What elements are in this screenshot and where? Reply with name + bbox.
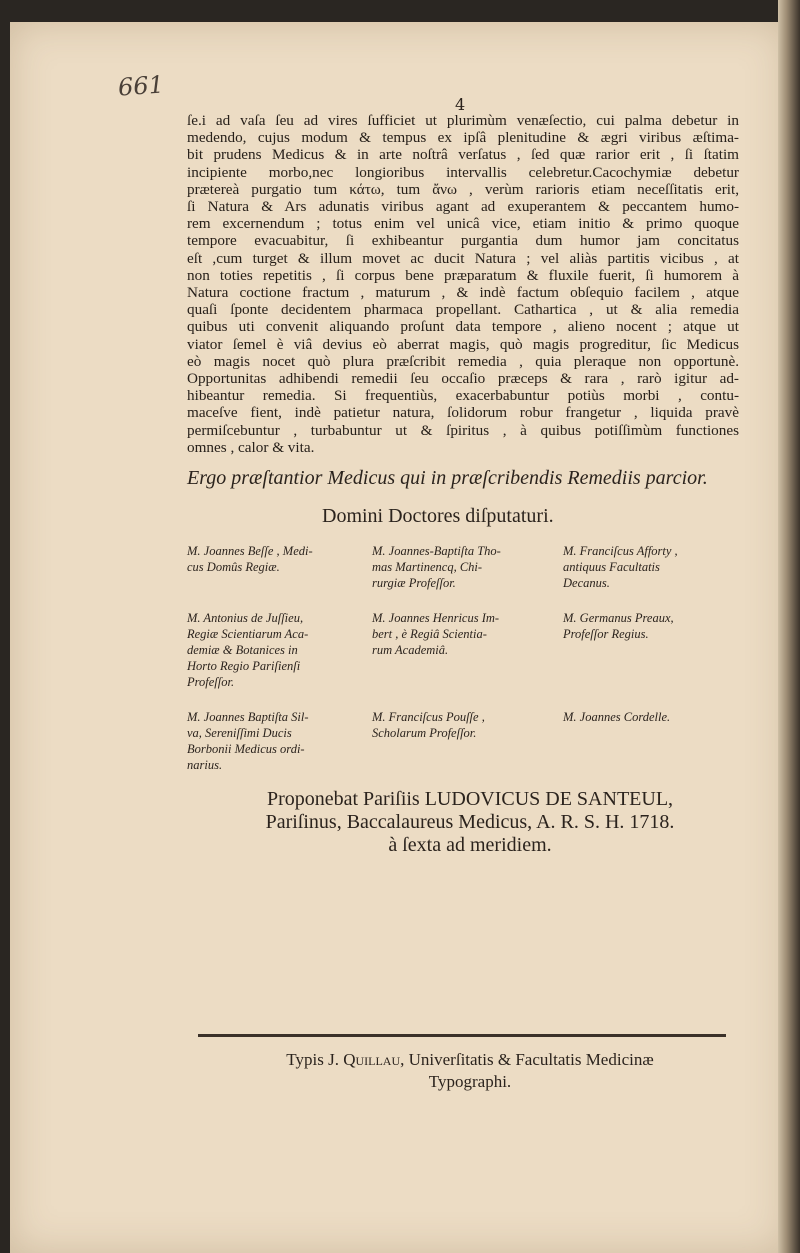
body-line: omnes , calor & vita. [187,438,315,456]
proponebat-line-2: Pariſinus, Baccalaureus Medicus, A. R. S. H. 1718. [265,811,675,833]
body-line: bit prudens Medicus & in arte noſtrâ verſatus , ſed quæ rarior erit , ſi ſtatim [187,146,739,164]
doctor-entry [563,543,678,591]
doctor-line: M. Joannes-Baptiſta Tho- [372,544,501,558]
body-line: quibus uti convenit aliquando proſunt data tempore , alieno nocent ; atque ut [187,318,739,336]
doctor-line: M. Franciſcus Pouſſe , [372,710,485,724]
body-line: ſe.i ad vaſa ſeu ad vires ſufficiet ut plurimùm venæſectio, cui palma debetur in [187,112,739,129]
doctor-line: M. Joannes Cordelle. [563,710,671,724]
proponebat-line-1 [190,788,750,811]
horizontal-rule [198,1034,726,1037]
doctor-entry [563,610,674,642]
body-line: permiſcebuntur , turbabuntur ut & ſpiritus , à quibus potiſſimùm functiones [187,421,739,439]
body-line: eſt ,cum turget & illum movet ac ducit Natura ; vel aliàs partitis vicibus , at [187,249,739,267]
body-line: tempore evacuabitur, ſi exhibeantur purgantia dum humor jam concitatus [187,232,739,250]
doctor-line: Decanus. [563,576,610,590]
doctor-entry [372,543,501,591]
body-line: maceſve fient, indè patietur natura, ſolidorum robur frangetur , liquida pravè [187,404,739,422]
doctor-line: M. Joannes Baptiſta Sil- [187,710,309,724]
body-line: prætereà purgatio tum κάτω, tum ἄνω , verùm rarioris etiam neceſſitatis erit, [187,180,739,198]
doctor-entry [187,709,309,773]
body-line: quaſi ſponte decidentem pharmaca propellant. Cathartica , ut & alia remedia [187,301,739,319]
doctor-line: Profeſſor. [187,675,235,689]
body-line: incipiente morbo,nec longioribus intervallis celebretur.Cacochymiæ debetur [187,163,739,181]
doctor-line: mas Martinencq, Chi- [372,560,483,574]
page-number: 4 [455,95,466,114]
body-paragraph [187,112,739,456]
body-line: ſi Natura & Ars adunatis viribus agant ad exuperantem & peccantem humo- [187,198,739,216]
handwritten-folio-mark: 661 [117,70,165,102]
doctor-line: cus Domûs Regiæ. [187,560,280,574]
printer-prefix: Typis J. [286,1050,344,1069]
body-line: eò magis nocet quò plura præſcribit remedia , quia pleraque non opportunè. [187,352,739,370]
doctor-line: Borbonii Medicus ordi- [187,742,305,756]
doctor-line: Scholarum Profeſſor. [372,726,477,740]
page-edge [778,0,800,1253]
doctor-line: va, Sereniſſimi Ducis [187,726,292,740]
printer-imprint [210,1049,730,1093]
printer-line-1 [210,1049,730,1071]
doctor-line: M. Joannes Henricus Im- [372,611,500,625]
doctor-line: Horto Regio Pariſienſi [187,659,301,673]
doctor-line: M. Joannes Beſſe , Medi- [187,544,313,558]
doctor-entry [563,709,670,725]
doctor-entry [372,610,499,658]
doctor-entry [187,543,313,575]
printer-suffix: , Univerſitatis & Facultatis Medicinæ [400,1050,654,1069]
doctor-line: rurgiæ Profeſſor. [372,576,456,590]
doctor-line: rum Academiâ. [372,643,449,657]
doctor-line: M. Antonius de Juſſieu, [187,611,304,625]
doctor-entry [372,709,485,741]
doctor-line: M. Franciſcus Afforty , [563,544,678,558]
body-line: Opportunitas adhibendi remedii ſeu occaſio præceps & rara , rarò igitur ad- [187,370,739,388]
body-line: Natura coctione fractum , maturum , & indè factum obſequio facilem , atque [187,284,739,302]
proponebat-prefix: Proponebat Pariſiis [266,788,425,810]
printer-name: Quillau [343,1050,401,1069]
doctor-line: bert , è Regiâ Scientia- [372,627,487,641]
body-line: medendo, cujus modum & tempus ex ipſâ plenitudine & ægri viribus æſtima- [187,129,739,147]
doctor-line: narius. [187,758,223,772]
doctor-line: demiæ & Botanices in [187,643,298,657]
doctor-line: Regiæ Scientiarum Aca- [187,627,309,641]
doctor-line: M. Germanus Preaux, [563,611,674,625]
doctors-heading: Domini Doctores diſputaturi. [322,505,554,527]
candidate-name: LUDOVICUS DE SANTEUL, [424,788,674,810]
doctor-line: antiquus Facultatis [563,560,660,574]
proponebat-block [190,788,750,857]
body-line: non toties repetitis , ſi corpus bene præparatum & fluxile fuerit, ſi humorem à [187,266,739,284]
doctor-entry [187,610,308,690]
body-line: rem excernendum ; totus enim vel unicâ vice, etiam initio & primo quoque [187,215,739,233]
printer-line-2: Typographi. [428,1072,512,1091]
body-line: hibeantur remedia. Si frequentiùs, exacerbabuntur potiùs morbi , contu- [187,387,739,405]
proponebat-line-3: à ſexta ad meridiem. [388,834,552,856]
body-line: viator ſemel è viâ devius eò aberrat magis, quò magis progreditur, ſic Medicus [187,335,739,353]
thesis-statement: Ergo præſtantior Medicus qui in præſcribendis Remediis parcior. [187,467,708,489]
doctor-line: Profeſſor Regius. [563,627,649,641]
